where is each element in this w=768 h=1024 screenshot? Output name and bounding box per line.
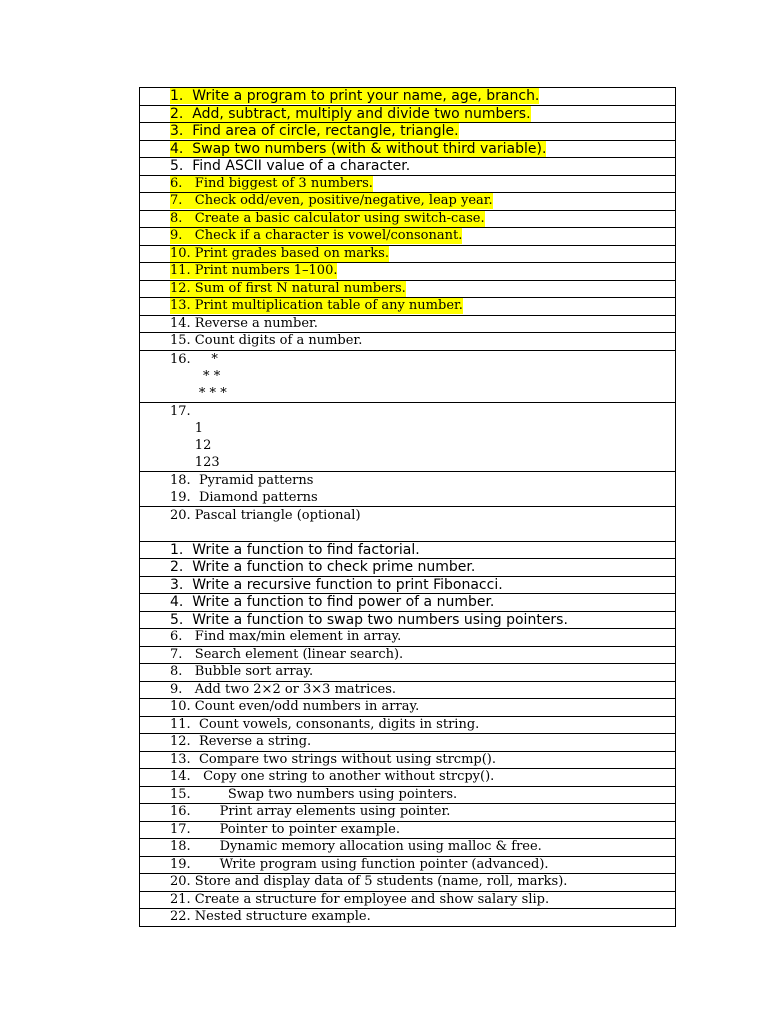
section2-item-text: 9. Add two 2×2 or 3×3 matrices. [170,681,397,697]
section2-row-9 [140,682,675,700]
section2-row-20 [140,874,675,892]
section2-item-text: 17. Pointer to pointer example. [170,821,400,837]
pattern-18-19-row [140,472,675,507]
section1-item-text: 1. Write a program to print your name, age, branch. [170,88,540,105]
section2-row-15 [140,787,675,805]
section2-item-text: 21. Create a structure for employee and show salary slip. [170,891,550,907]
pattern-16-row-line: 16. * [170,351,218,367]
section2-row-18 [140,839,675,857]
section1-row-10 [140,246,675,264]
section1-row-4 [140,141,675,159]
section2-row-5 [140,612,675,630]
section2-item-text: 18. Dynamic memory allocation using malloc & free. [170,839,542,855]
section2-row-14 [140,769,675,787]
section1-row-11 [140,263,675,281]
section2-row-2 [140,559,675,577]
section1-item-text: 3. Find area of circle, rectangle, triangle. [170,123,459,140]
section2-row-1 [140,542,675,560]
section1-item-text: 6. Find biggest of 3 numbers. [170,175,373,191]
section1-row-1 [140,88,675,106]
section2-row-13 [140,752,675,770]
section1-row-3 [140,123,675,141]
section2-item-text: 5. Write a function to swap two numbers using pointers. [170,611,568,628]
section2-row-21 [140,892,675,910]
section2-item-text: 7. Search element (linear search). [170,646,404,662]
section1-item-text: 7. Check odd/even, positive/negative, leap year. [170,193,493,209]
section1-row-8 [140,211,675,229]
section1-item-text: 12. Sum of first N natural numbers. [170,280,406,296]
section2-row-10 [140,699,675,717]
section2-item-text: 14. Copy one string to another without strcpy(). [170,769,495,785]
section1-item-text: 4. Swap two numbers (with & without third variable). [170,140,547,157]
section2-item-text: 1. Write a function to find factorial. [170,541,420,558]
section2-row-4 [140,594,675,612]
section2-item-text: 12. Reverse a string. [170,734,312,750]
section1-row-14 [140,316,675,334]
section2-item-text: 4. Write a function to find power of a number. [170,594,495,611]
pattern-16-row-line: * * [170,368,221,384]
section1-row-15 [140,333,675,351]
pascal-row-line: 20. Pascal triangle (optional) [170,507,361,523]
section1-row-2 [140,106,675,124]
section2-row-19 [140,857,675,875]
section2-item-text: 16. Print array elements using pointer. [170,804,451,820]
section2-item-text: 19. Write program using function pointer (advanced). [170,856,549,872]
section1-item-text: 5. Find ASCII value of a character. [170,158,411,175]
pattern-17-row [140,403,675,472]
pattern-17-row-line: 12 [170,437,212,453]
section2-item-text: 8. Bubble sort array. [170,664,314,680]
section2-row-16 [140,804,675,822]
section2-row-6 [140,629,675,647]
pascal-row-line [170,524,361,541]
pattern-17-row-line: 17. [170,403,191,419]
section2-row-17 [140,822,675,840]
section1-row-7 [140,193,675,211]
pattern-18-19-row-line: 19. Diamond patterns [170,489,318,505]
section2-item-text: 3. Write a recursive function to print Fibonacci. [170,576,503,593]
section2-row-11 [140,717,675,735]
section1-row-13 [140,298,675,316]
pattern-17-row-line: 123 [170,454,220,470]
section2-item-text: 20. Store and display data of 5 students (name, roll, marks). [170,874,568,890]
pattern-16-row-line: * * * [170,385,227,401]
pattern-16-row [140,351,675,403]
exercise-table [139,87,676,927]
section1-row-5 [140,158,675,176]
section1-item-text: 9. Check if a character is vowel/consonant. [170,228,463,244]
section2-item-text: 2. Write a function to check prime number. [170,559,476,576]
pattern-17-row-line: 1 [170,420,204,436]
section1-item-text: 14. Reverse a number. [170,315,318,331]
section1-row-6 [140,176,675,194]
pascal-row [140,507,675,542]
section1-item-text: 11. Print numbers 1–100. [170,263,338,279]
section1-item-text: 8. Create a basic calculator using switch-case. [170,210,485,226]
section1-item-text: 15. Count digits of a number. [170,333,363,349]
section2-item-text: 22. Nested structure example. [170,909,371,925]
section2-item-text: 6. Find max/min element in array. [170,629,402,645]
section2-item-text: 15. Swap two numbers using pointers. [170,786,458,802]
section1-row-9 [140,228,675,246]
section2-item-text: 10. Count even/odd numbers in array. [170,699,420,715]
pattern-18-19-row-line: 18. Pyramid patterns [170,472,314,488]
section2-row-3 [140,577,675,595]
section1-item-text: 10. Print grades based on marks. [170,245,389,261]
section2-row-22 [140,909,675,927]
section1-item-text: 2. Add, subtract, multiply and divide two numbers. [170,105,531,122]
section2-row-7 [140,647,675,665]
section1-item-text: 13. Print multiplication table of any number. [170,298,463,314]
section2-row-8 [140,664,675,682]
section1-row-12 [140,281,675,299]
section2-item-text: 11. Count vowels, consonants, digits in string. [170,716,480,732]
section2-item-text: 13. Compare two strings without using strcmp(). [170,751,497,767]
section2-row-12 [140,734,675,752]
